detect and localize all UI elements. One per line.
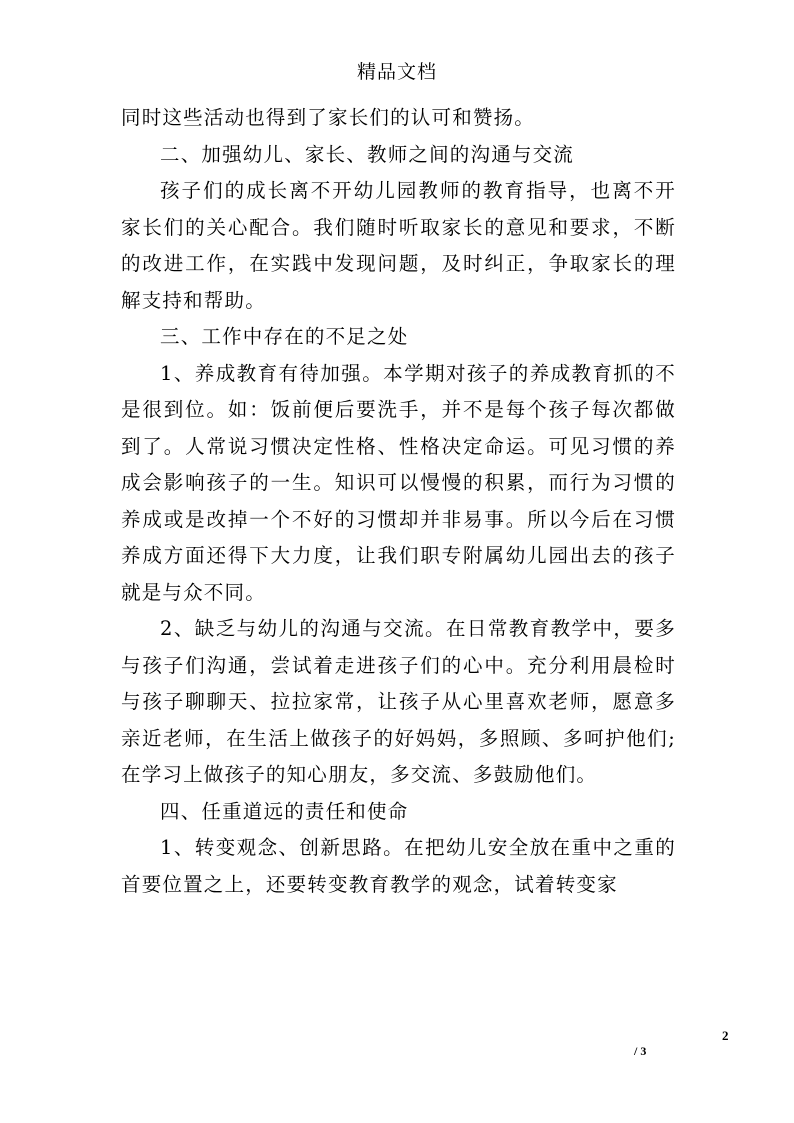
- document-body: [121, 100, 676, 903]
- paragraph: 1、养成教育有待加强。本学期对孩子的养成教育抓的不是很到位。如：饭前便后要洗手，并不是每个孩子每次都做到了。人常说习惯决定性格、性格决定命运。可见习惯的养成会影响孩子的一生。知识可以慢慢的积累，而行为习惯的养成或是改掉一个不好的习惯却并非易事。所以今后在习惯养成方面还得下大力度，让我们职专附属幼儿园出去的孩子就是与众不同。: [121, 361, 676, 604]
- paragraph: 2、缺乏与幼儿的沟通与交流。在日常教育教学中，要多与孩子们沟通，尝试着走进孩子们的心中。充分利用晨检时与孩子聊聊天、拉拉家常，让孩子从心里喜欢老师，愿意多亲近老师，在生活上做孩子的好妈妈，多照顾、多呵护他们;在学习上做孩子的知心朋友，多交流、多鼓励他们。: [121, 617, 676, 786]
- page-total: / 3: [634, 1044, 647, 1058]
- document-header: 精品文档: [356, 61, 437, 83]
- section-heading-3: 三、工作中存在的不足之处: [160, 325, 409, 348]
- paragraph-continuation: 同时这些活动也得到了家长们的认可和赞扬。: [121, 106, 536, 129]
- paragraph: 1、转变观念、创新思路。在把幼儿安全放在重中之重的首要位置之上，还要转变教育教学的观念，试着转变家: [121, 836, 676, 896]
- paragraph: 孩子们的成长离不开幼儿园教师的教育指导，也离不开家长们的关心配合。我们随时听取家长的意见和要求，不断的改进工作，在实践中发现问题，及时纠正，争取家长的理解支持和帮助。: [121, 179, 676, 312]
- page-number: 2: [722, 1028, 729, 1043]
- section-heading-4: 四、任重道远的责任和使命: [160, 799, 409, 823]
- section-heading-2: 二、加强幼儿、家长、教师之间的沟通与交流: [160, 142, 575, 166]
